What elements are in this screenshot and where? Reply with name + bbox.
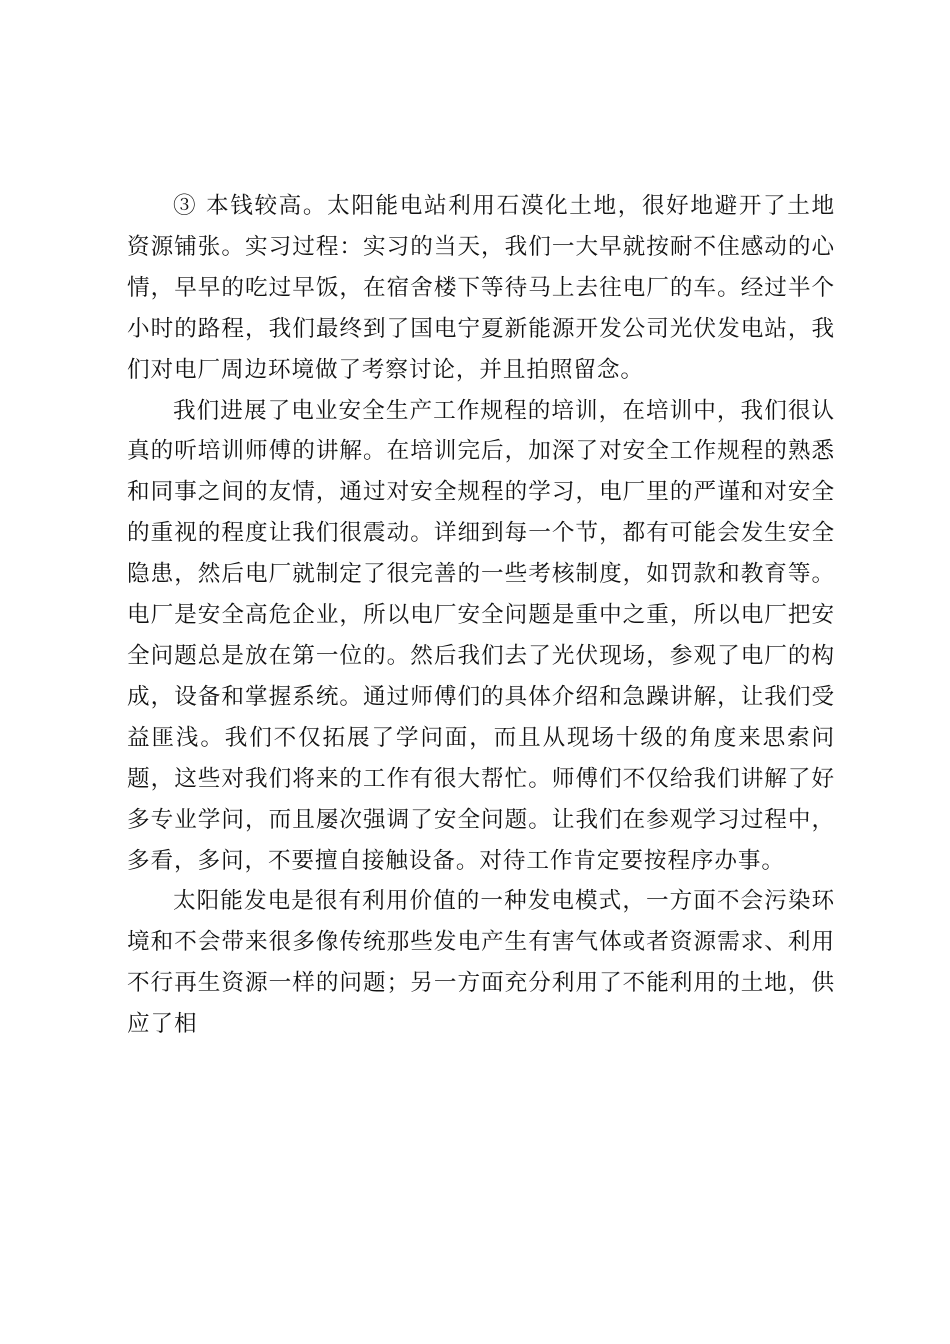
- paragraph-3: 太阳能发电是很有利用价值的一种发电模式，一方面不会污染环境和不会带来很多像传统那些发电产生有害气体或者资源需求、利用不行再生资源一样的问题；另一方面充分利用了不能利用的土地，供应了相: [127, 888, 835, 1038]
- document-body: [127, 186, 835, 1045]
- paragraph-2: 我们进展了电业安全生产工作规程的培训，在培训中，我们很认真的听培训师傅的讲解。在培训完后，加深了对安全工作规程的熟悉和同事之间的友情，通过对安全规程的学习，电厂里的严谨和对安全的重视的程度让我们很震动。详细到每一个节，都有可能会发生安全隐患，然后电厂就制定了很完善的一些考核制度，如罚款和教育等。电厂是安全高危企业，所以电厂安全问题是重中之重，所以电厂把安全问题总是放在第一位的。然后我们去了光伏现场，参观了电厂的构成，设备和掌握系统。通过师傅们的具体介绍和急躁讲解，让我们受益匪浅。我们不仅拓展了学问面，而且从现场十级的角度来思索问题，这些对我们将来的工作有很大帮忙。师傅们不仅给我们讲解了好多专业学问，而且屡次强调了安全问题。让我们在参观学习过程中，多看，多问，不要擅自接触设备。对待工作肯定要按程序办事。: [127, 397, 835, 874]
- paragraph-1: ③ 本钱较高。太阳能电站利用石漠化土地，很好地避开了土地资源铺张。实习过程：实习的当天，我们一大早就按耐不住感动的心情，早早的吃过早饭，在宿舍楼下等待马上去往电厂的车。经过半个小时的路程，我们最终到了国电宁夏新能源开发公司光伏发电站，我们对电厂周边环境做了考察讨论，并且拍照留念。: [127, 193, 835, 383]
